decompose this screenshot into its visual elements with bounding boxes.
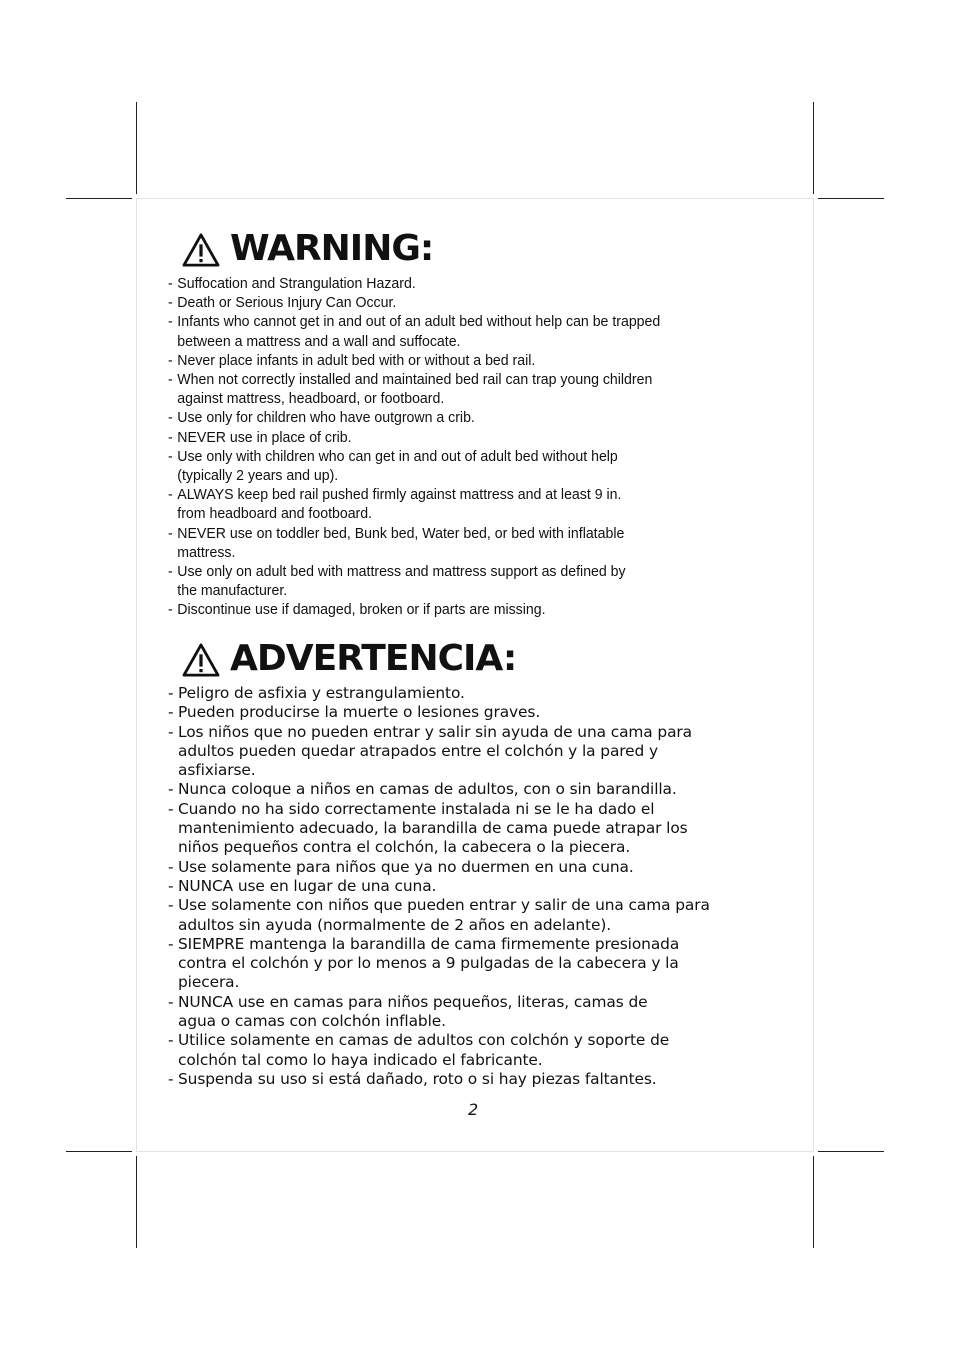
list-item: - Peligro de asfixia y estrangulamiento. <box>168 684 788 703</box>
list-item: - Use only on adult bed with mattress and mattress support as defined by the manufacturer. <box>168 562 763 600</box>
list-item: - Suffocation and Strangulation Hazard. <box>168 274 763 293</box>
crop-mark-top-right-vertical <box>813 102 814 194</box>
list-item: - When not correctly installed and maintained bed rail can trap young children against mattress, headboard, or footboard. <box>168 370 763 408</box>
list-item: - NEVER use in place of crib. <box>168 428 763 447</box>
crop-mark-top-left-horizontal <box>66 198 132 199</box>
advertencia-title: ADVERTENCIA: <box>230 638 517 679</box>
list-item: - Use only for children who have outgrown a crib. <box>168 408 763 427</box>
list-item: - NEVER use on toddler bed, Bunk bed, Water bed, or bed with inflatable mattress. <box>168 524 763 562</box>
warning-list-english <box>168 274 763 620</box>
list-item: - ALWAYS keep bed rail pushed firmly against mattress and at least 9 in. from headboard and footboard. <box>168 485 763 523</box>
warning-triangle-icon <box>182 643 220 677</box>
advertencia-heading <box>182 638 516 679</box>
list-item: - NUNCA use en lugar de una cuna. <box>168 877 788 896</box>
crop-mark-bottom-right-horizontal <box>818 1151 884 1152</box>
page-number: 2 <box>468 1100 479 1119</box>
warning-title: WARNING: <box>230 228 434 269</box>
list-item: - Utilice solamente en camas de adultos con colchón y soporte de colchón tal como lo haya indicado el fabricante. <box>168 1031 788 1070</box>
list-item: - Use solamente con niños que pueden entrar y salir de una cama para adultos sin ayuda (normalmente de 2 años en adelante). <box>168 896 788 935</box>
list-item: - Use only with children who can get in and out of adult bed without help (typically 2 years and up). <box>168 447 763 485</box>
list-item: - Infants who cannot get in and out of an adult bed without help can be trapped between a mattress and a wall and suffocate. <box>168 312 763 350</box>
list-item: - Death or Serious Injury Can Occur. <box>168 293 763 312</box>
list-item: - Never place infants in adult bed with or without a bed rail. <box>168 351 763 370</box>
crop-mark-bottom-right-vertical <box>813 1156 814 1248</box>
list-item: - NUNCA use en camas para niños pequeños, literas, camas de agua o camas con colchón inflable. <box>168 993 788 1032</box>
list-item: - SIEMPRE mantenga la barandilla de cama firmemente presionada contra el colchón y por lo menos a 9 pulgadas de la cabecera y la piecera. <box>168 935 788 993</box>
list-item: - Suspenda su uso si está dañado, roto o si hay piezas faltantes. <box>168 1070 788 1089</box>
list-item: - Nunca coloque a niños en camas de adultos, con o sin barandilla. <box>168 780 788 799</box>
warning-list-spanish <box>168 684 788 1089</box>
list-item: - Use solamente para niños que ya no duermen en una cuna. <box>168 858 788 877</box>
warning-heading <box>182 228 433 269</box>
list-item: - Pueden producirse la muerte o lesiones graves. <box>168 703 788 722</box>
list-item: - Discontinue use if damaged, broken or if parts are missing. <box>168 600 763 619</box>
crop-mark-top-left-vertical <box>136 102 137 194</box>
list-item: - Los niños que no pueden entrar y salir sin ayuda de una cama para adultos pueden quedar atrapados entre el colchón y la pared y asfixiarse. <box>168 723 788 781</box>
crop-mark-top-right-horizontal <box>818 198 884 199</box>
list-item: - Cuando no ha sido correctamente instalada ni se le ha dado el mantenimiento adecuado, la barandilla de cama puede atrapar los niños pequeños contra el colchón, la cabecera o la piecera. <box>168 800 788 858</box>
crop-mark-bottom-left-vertical <box>136 1156 137 1248</box>
crop-mark-bottom-left-horizontal <box>66 1151 132 1152</box>
warning-triangle-icon <box>182 233 220 267</box>
